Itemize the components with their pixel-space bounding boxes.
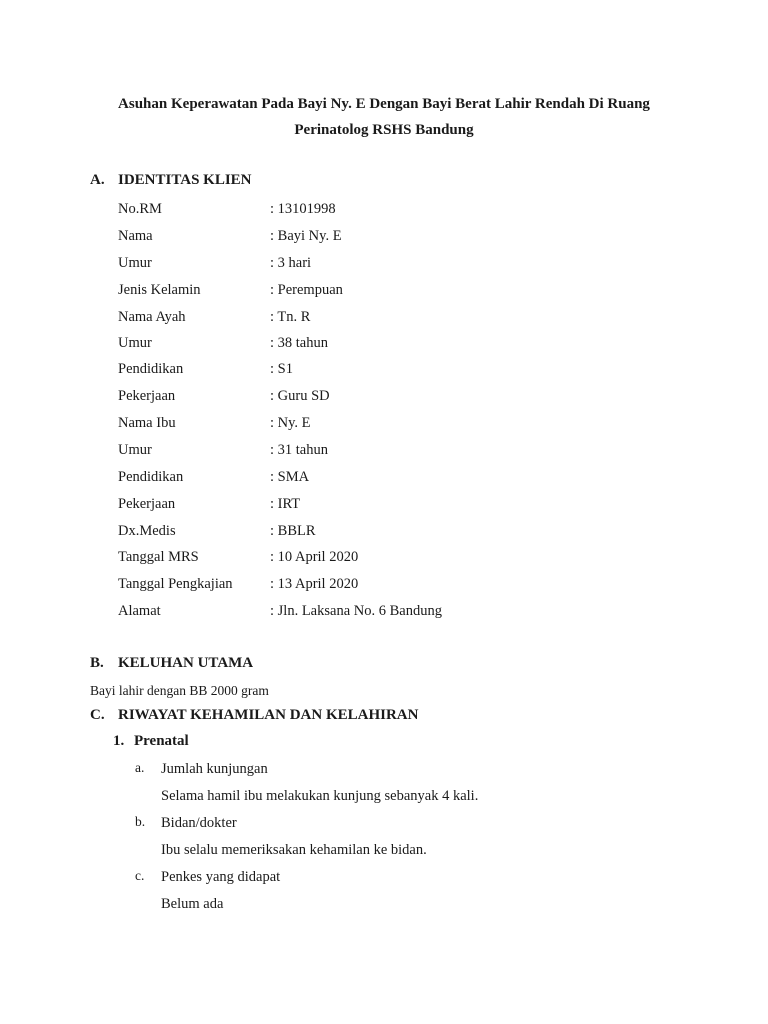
field-value: : BBLR: [270, 523, 316, 539]
field-label: Pendidikan: [118, 361, 184, 377]
field-value: : 10 April 2020: [270, 549, 359, 565]
prenatal-number: 1.: [113, 733, 125, 749]
field-value: : Jln. Laksana No. 6 Bandung: [270, 603, 442, 619]
field-label: Tanggal MRS: [118, 549, 199, 565]
section-b-body: Bayi lahir dengan BB 2000 gram: [90, 683, 269, 698]
field-label: No.RM: [118, 201, 162, 217]
section-a-title: IDENTITAS KLIEN: [118, 172, 252, 188]
field-value: : Bayi Ny. E: [270, 228, 342, 244]
item-detail-bidan-dokter: Ibu selalu memeriksakan kehamilan ke bidan.: [161, 842, 427, 858]
section-c-letter: C.: [90, 707, 105, 723]
field-value: : 38 tahun: [270, 335, 328, 351]
field-value: : S1: [270, 361, 293, 377]
field-value: : Perempuan: [270, 282, 343, 298]
field-value: : SMA: [270, 469, 310, 485]
item-marker-b: b.: [135, 814, 146, 829]
field-value: : Guru SD: [270, 388, 330, 404]
field-value: : Tn. R: [270, 309, 311, 325]
field-label: Nama Ayah: [118, 309, 186, 325]
field-label: Umur: [118, 442, 152, 458]
section-a-letter: A.: [90, 172, 105, 188]
field-label: Nama Ibu: [118, 415, 176, 431]
field-label: Pekerjaan: [118, 496, 176, 512]
field-label: Tanggal Pengkajian: [118, 576, 233, 592]
item-marker-a: a.: [135, 760, 145, 775]
item-marker-c: c.: [135, 868, 145, 883]
field-label: Nama: [118, 228, 153, 244]
item-detail-penkes: Belum ada: [161, 896, 224, 912]
document-title-line-2: Perinatolog RSHS Bandung: [294, 122, 474, 138]
section-b-letter: B.: [90, 655, 104, 671]
field-value: : 31 tahun: [270, 442, 328, 458]
section-b-title: KELUHAN UTAMA: [118, 655, 254, 671]
document-title-line-1: Asuhan Keperawatan Pada Bayi Ny. E Dengan Bayi Berat Lahir Rendah Di Ruang: [118, 96, 650, 112]
field-label: Pendidikan: [118, 469, 184, 485]
item-detail-jumlah-kunjungan: Selama hamil ibu melakukan kunjung sebanyak 4 kali.: [161, 788, 479, 804]
field-value: : Ny. E: [270, 415, 311, 431]
field-value: : 3 hari: [270, 255, 312, 271]
field-label: Alamat: [118, 603, 161, 619]
field-value: : 13 April 2020: [270, 576, 359, 592]
field-label: Pekerjaan: [118, 388, 176, 404]
section-c-title: RIWAYAT KEHAMILAN DAN KELAHIRAN: [118, 707, 419, 723]
field-value: : 13101998: [270, 201, 336, 217]
item-title-penkes: Penkes yang didapat: [161, 869, 281, 885]
field-value: : IRT: [270, 496, 301, 512]
item-title-jumlah-kunjungan: Jumlah kunjungan: [161, 761, 268, 777]
field-label: Umur: [118, 335, 152, 351]
field-label: Jenis Kelamin: [118, 282, 201, 298]
field-label: Umur: [118, 255, 152, 271]
prenatal-title: Prenatal: [134, 733, 189, 749]
item-title-bidan-dokter: Bidan/dokter: [161, 815, 237, 831]
field-label: Dx.Medis: [118, 523, 176, 539]
